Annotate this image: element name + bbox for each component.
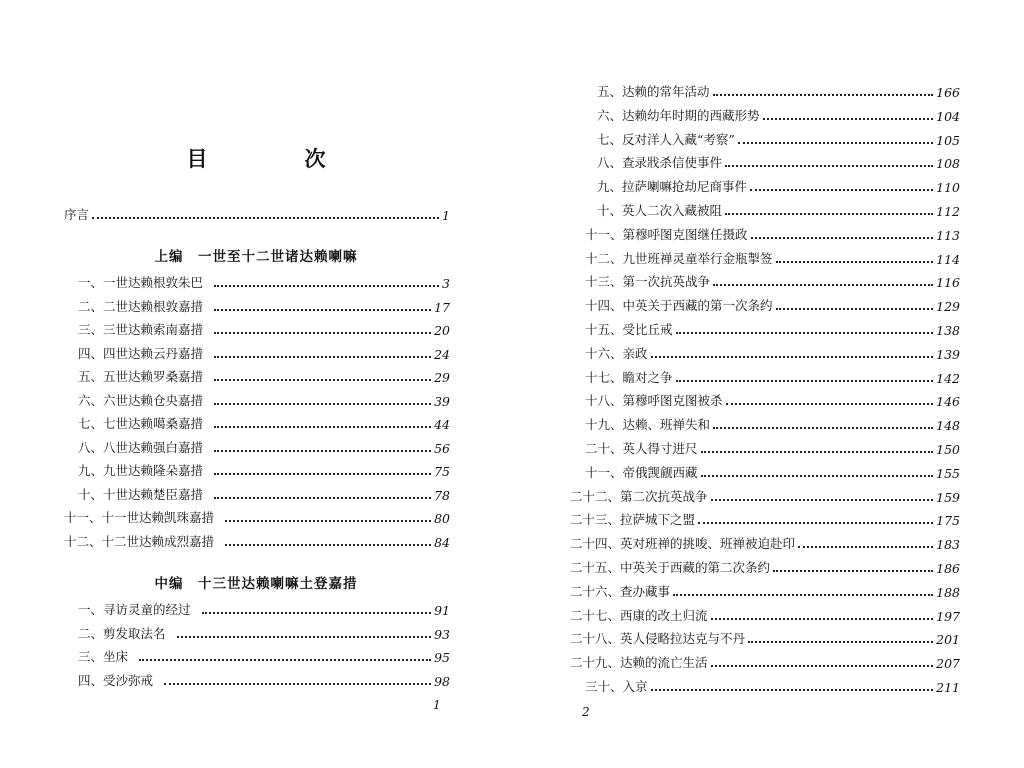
toc-entry-label: 二十三、拉萨城下之盟 <box>570 512 696 528</box>
toc-entry-label: 十六、亲政 <box>585 345 648 361</box>
toc-entry[interactable] <box>585 368 960 386</box>
leader-dots <box>711 499 934 501</box>
toc-entry-page: 98 <box>434 673 450 689</box>
toc-entry-label: 九、九世达赖隆朵嘉措 <box>78 463 204 478</box>
toc-entry-page: 104 <box>936 108 960 124</box>
toc-title: 目 次 <box>186 146 364 171</box>
leader-dots <box>711 665 934 667</box>
toc-entry[interactable] <box>585 344 960 362</box>
toc-entry-page: 186 <box>936 561 960 576</box>
toc-entry[interactable] <box>78 320 450 338</box>
toc-entry[interactable] <box>570 606 960 624</box>
leader-dots <box>164 683 431 685</box>
toc-entry-label: 十五、受比丘戒 <box>585 322 673 337</box>
toc-entry-label: 七、七世达赖噶桑嘉措 <box>78 416 204 431</box>
toc-entry[interactable] <box>78 600 450 618</box>
leader-dots <box>701 475 934 477</box>
toc-entry-label: 十四、中英关于西藏的第一次条约 <box>585 298 773 314</box>
toc-entry[interactable] <box>585 272 960 290</box>
toc-entry-page: 201 <box>936 632 960 648</box>
toc-entry-page: 3 <box>442 276 450 291</box>
leader-dots <box>701 451 934 453</box>
leader-dots <box>798 546 933 548</box>
toc-entry[interactable] <box>78 391 450 409</box>
toc-entry[interactable] <box>585 463 960 481</box>
toc-entry-label: 十三、第一次抗英战争 <box>585 274 711 290</box>
toc-entry[interactable] <box>597 130 960 148</box>
leader-dots <box>202 612 432 614</box>
toc-entry-label: 七、反对洋人入藏“考察” <box>597 131 735 147</box>
toc-entry[interactable] <box>585 415 960 433</box>
toc-entry[interactable] <box>597 106 960 124</box>
toc-entry[interactable] <box>78 344 450 362</box>
toc-entry-label: 十一、十一世达赖凯珠嘉措 <box>64 510 215 525</box>
toc-entry-label: 三、三世达赖索南嘉措 <box>78 322 204 337</box>
toc-entry-label: 二十七、西康的改土归流 <box>570 607 708 623</box>
toc-entry[interactable] <box>570 510 960 528</box>
toc-entry-page: 44 <box>434 417 450 432</box>
toc-entry-label: 十八、第穆呼图克图被杀 <box>585 393 723 409</box>
toc-entry-page: 150 <box>936 442 960 457</box>
toc-entry[interactable] <box>597 82 960 100</box>
leader-dots <box>698 522 933 524</box>
toc-entry-page: 80 <box>434 511 450 526</box>
toc-entry-page: 84 <box>434 534 450 550</box>
toc-entry[interactable] <box>585 677 960 695</box>
toc-entry-page: 142 <box>936 370 960 386</box>
toc-entry-label: 二十二、第二次抗英战争 <box>570 488 708 504</box>
toc-entry[interactable] <box>78 624 450 642</box>
toc-entry-page: 24 <box>434 346 450 362</box>
toc-entry-label: 六、达赖幼年时期的西藏形势 <box>597 107 760 123</box>
toc-entry-label: 十七、瞻对之争 <box>585 369 673 385</box>
toc-entry-label: 十九、达赖、班禅失和 <box>585 417 711 433</box>
toc-entry-page: 56 <box>434 440 450 456</box>
leader-dots <box>225 520 431 522</box>
leader-dots <box>713 284 933 286</box>
toc-entry-label: 二十八、英人侵略拉达克与不丹 <box>570 631 746 647</box>
leader-dots <box>676 332 934 334</box>
toc-entry-page: 197 <box>936 608 960 624</box>
leader-dots <box>713 427 933 429</box>
toc-entry-label: 十一、第穆呼图克图继任摄政 <box>585 226 748 242</box>
leader-dots <box>214 356 431 358</box>
toc-entry[interactable] <box>585 320 960 338</box>
toc-entry-label: 五、五世达赖罗桑嘉措 <box>78 369 204 384</box>
toc-entry-label: 十、十世达赖楚臣嘉措 <box>78 486 204 502</box>
leader-dots <box>673 594 933 596</box>
leader-dots <box>776 261 934 263</box>
leader-dots <box>214 450 431 452</box>
toc-entry[interactable] <box>64 508 450 526</box>
toc-entry-page: 1 <box>442 208 450 223</box>
leader-dots <box>225 544 431 546</box>
toc-entry-label: 二十四、英对班禅的挑唆、班禅被迫赴印 <box>570 536 796 552</box>
toc-entry-page: 138 <box>936 323 960 338</box>
toc-entry-page: 75 <box>434 464 450 479</box>
leader-dots <box>651 356 934 358</box>
leader-dots <box>214 497 431 499</box>
toc-entry-page: 113 <box>936 227 960 243</box>
toc-entry[interactable] <box>78 273 450 291</box>
leader-dots <box>750 189 933 191</box>
toc-entry-page: 116 <box>936 275 960 291</box>
toc-entry[interactable] <box>64 532 450 550</box>
leader-dots <box>763 118 934 120</box>
toc-entry[interactable] <box>78 461 450 479</box>
toc-entry-page: 78 <box>434 487 450 503</box>
toc-entry[interactable] <box>78 485 450 503</box>
leader-dots <box>139 659 431 661</box>
toc-entry-label: 一、一世达赖根敦朱巴 <box>78 275 204 290</box>
toc-entry-page: 139 <box>936 346 960 362</box>
leader-dots <box>738 142 933 144</box>
toc-entry-label: 六、六世达赖仓央嘉措 <box>78 392 204 408</box>
toc-entry[interactable] <box>597 177 960 195</box>
section-heading-part1: 上编 一世至十二世诸达赖喇嘛 <box>154 249 358 265</box>
toc-entry-page: 207 <box>936 656 960 672</box>
toc-entry-page: 17 <box>434 299 450 315</box>
toc-entry-label: 三十、入京 <box>585 679 648 694</box>
section-heading-part2: 中编 十三世达赖喇嘛土登嘉措 <box>154 576 358 592</box>
toc-entry-page: 129 <box>936 299 960 315</box>
leader-dots <box>214 473 431 475</box>
toc-entry[interactable] <box>570 653 960 671</box>
toc-entry-preface[interactable] <box>64 205 450 223</box>
toc-entry-page: 91 <box>434 603 450 618</box>
toc-entry-page: 108 <box>936 156 960 172</box>
leader-dots <box>751 237 934 239</box>
leader-dots <box>711 618 934 620</box>
leader-dots <box>726 403 934 405</box>
toc-entry-label: 四、受沙弥戒 <box>78 672 154 688</box>
toc-entry-page: 93 <box>434 626 450 642</box>
toc-entry[interactable] <box>78 647 450 665</box>
toc-entry[interactable] <box>585 296 960 314</box>
leader-dots <box>773 570 933 572</box>
toc-entry-label: 二十、英人得寸进尺 <box>585 441 698 456</box>
toc-entry-page: 39 <box>434 393 450 409</box>
leader-dots <box>713 94 934 96</box>
toc-entry[interactable] <box>570 582 960 600</box>
toc-entry-page: 29 <box>434 370 450 385</box>
toc-entry[interactable] <box>570 558 960 576</box>
toc-entry[interactable] <box>585 249 960 267</box>
toc-entry-label: 十二、九世班禅灵童举行金瓶掣签 <box>585 250 773 266</box>
leader-dots <box>776 308 934 310</box>
toc-entry[interactable] <box>570 534 960 552</box>
toc-entry-page: 110 <box>936 180 960 196</box>
leader-dots <box>214 426 431 428</box>
toc-entry-label: 二、剪发取法名 <box>78 625 166 641</box>
toc-entry-label: 十一、帝俄觊觎西藏 <box>585 464 698 480</box>
toc-entry[interactable] <box>570 487 960 505</box>
toc-entry-page: 148 <box>936 418 960 434</box>
leader-dots <box>214 332 431 334</box>
toc-entry[interactable] <box>585 391 960 409</box>
toc-entry-label: 二、二世达赖根敦嘉措 <box>78 298 204 314</box>
toc-entry-label: 二十六、查办藏事 <box>570 583 671 599</box>
toc-entry-label: 三、坐床 <box>78 649 129 664</box>
toc-entry-page: 146 <box>936 394 960 410</box>
toc-entry[interactable] <box>585 439 960 457</box>
toc-entry-page: 95 <box>434 650 450 665</box>
toc-entry-page: 211 <box>936 680 960 695</box>
toc-entry-label: 二十五、中英关于西藏的第二次条约 <box>570 560 771 575</box>
toc-entry-page: 175 <box>936 513 960 529</box>
toc-entry[interactable] <box>585 225 960 243</box>
page-number-right: 2 <box>582 705 590 719</box>
leader-dots <box>92 217 439 219</box>
toc-entry-label: 十二、十二世达赖成烈嘉措 <box>64 533 215 549</box>
toc-entry[interactable] <box>78 438 450 456</box>
toc-entry[interactable] <box>597 201 960 219</box>
toc-entry-label: 八、查录戕杀信使事件 <box>597 155 723 171</box>
leader-dots <box>725 165 933 167</box>
page-number-left: 1 <box>433 698 441 712</box>
toc-entry[interactable] <box>78 414 450 432</box>
leader-dots <box>676 380 934 382</box>
toc-entry-label: 九、拉萨喇嘛抢劫尼商事件 <box>597 179 748 195</box>
toc-entry-label: 一、寻访灵童的经过 <box>78 602 191 617</box>
toc-entry-page: 188 <box>936 584 960 600</box>
toc-entry-label: 八、八世达赖强白嘉措 <box>78 439 204 455</box>
toc-entry-page: 183 <box>936 537 960 553</box>
leader-dots <box>651 689 934 691</box>
toc-entry-page: 105 <box>936 132 960 148</box>
toc-entry[interactable] <box>78 367 450 385</box>
toc-entry-label: 二十九、达赖的流亡生活 <box>570 655 708 671</box>
leader-dots <box>214 403 431 405</box>
toc-entry[interactable] <box>570 629 960 647</box>
toc-entry[interactable] <box>78 671 450 689</box>
right-page <box>512 0 1024 768</box>
leader-dots <box>214 285 439 287</box>
toc-entry-page: 166 <box>936 85 960 100</box>
toc-entry-label: 序言 <box>64 207 90 222</box>
toc-entry-page: 114 <box>936 251 960 267</box>
toc-entry-page: 20 <box>434 323 450 338</box>
leader-dots <box>214 309 431 311</box>
leader-dots <box>177 636 432 638</box>
toc-entry[interactable] <box>78 297 450 315</box>
toc-entry-label: 十、英人二次入藏被阻 <box>597 203 723 218</box>
leader-dots <box>748 641 933 643</box>
leader-dots <box>725 213 933 215</box>
toc-entry-page: 155 <box>936 465 960 481</box>
toc-entry[interactable] <box>597 153 960 171</box>
toc-entry-page: 159 <box>936 489 960 505</box>
toc-entry-label: 五、达赖的常年活动 <box>597 84 710 99</box>
toc-entry-page: 112 <box>936 204 960 219</box>
leader-dots <box>214 379 431 381</box>
toc-entry-label: 四、四世达赖云丹嘉措 <box>78 345 204 361</box>
